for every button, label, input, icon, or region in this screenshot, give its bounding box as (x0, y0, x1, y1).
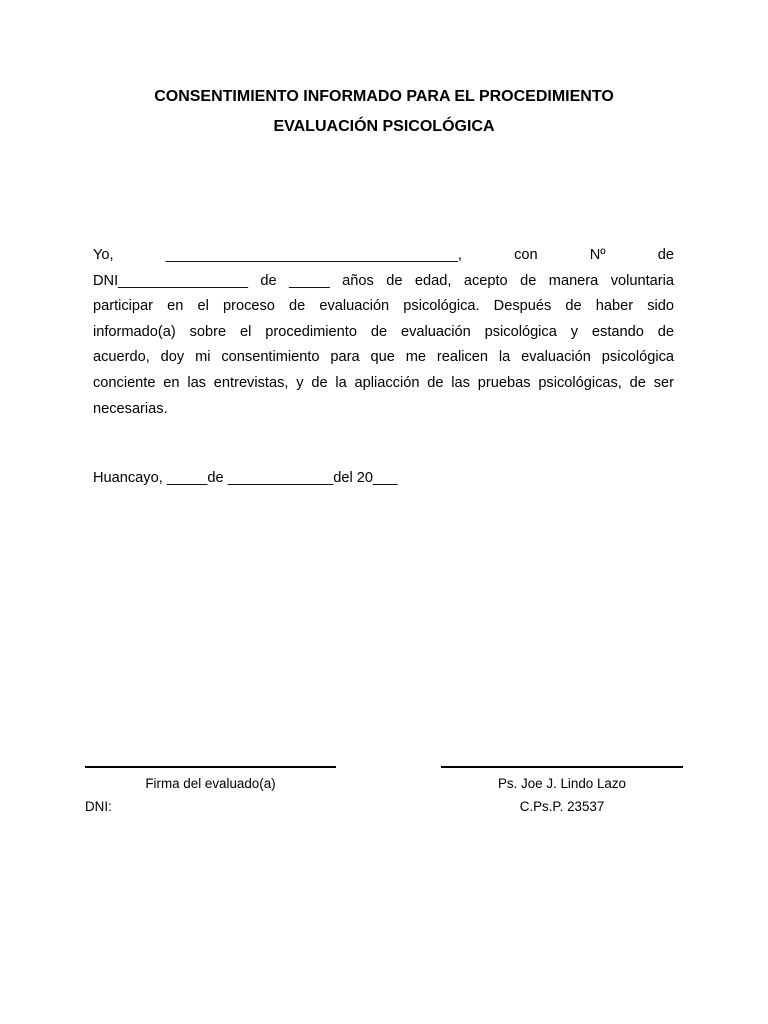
paragraph-line: necesarias. (93, 400, 168, 417)
psychologist-license-number: C.Ps.P. 23537 (519, 799, 605, 814)
paragraph-line: participar en el proceso de evaluación psicológica. Después de haber sido (93, 298, 674, 315)
place-date-line: Huancayo, _____de _____________del 20___ (93, 470, 398, 486)
evaluated-signature-line (85, 766, 336, 768)
paragraph-line: Yo, ____________________________________, con Nº de (93, 247, 674, 263)
consent-paragraph (93, 243, 674, 422)
paragraph-line: DNI________________ de _____ años de edad, acepto de manera voluntaria (93, 272, 674, 289)
psychologist-signature-line (441, 766, 683, 768)
psychologist-name: Ps. Joe J. Lindo Lazo (497, 776, 627, 791)
paragraph-line: acuerdo, doy mi consentimiento para que me realicen la evaluación psicológica (93, 349, 674, 366)
document-title-line-2: EVALUACIÓN PSICOLÓGICA (273, 118, 495, 135)
paragraph-line: conciente en las entrevistas, y de la apliacción de las pruebas psicológicas, de ser (93, 374, 674, 391)
evaluated-dni-label: DNI: (85, 799, 112, 814)
document-title-line-1: CONSENTIMIENTO INFORMADO PARA EL PROCEDIMIENTO (154, 88, 614, 105)
paragraph-line: informado(a) sobre el procedimiento de evaluación psicológica y estando de (93, 323, 674, 340)
evaluated-signature-label: Firma del evaluado(a) (145, 776, 276, 791)
